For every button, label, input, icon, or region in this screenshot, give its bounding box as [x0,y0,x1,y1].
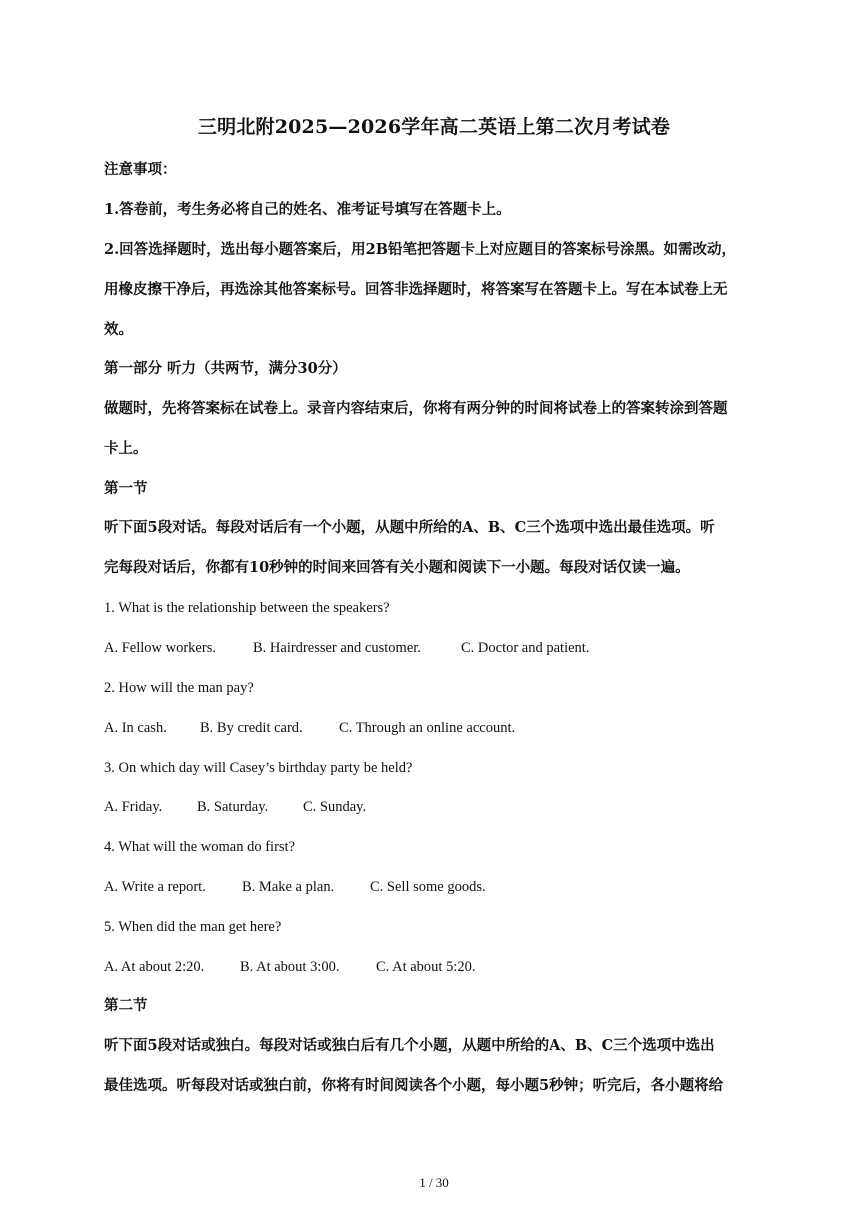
question-2-option-a: A. In cash. [104,720,167,736]
question-1-option-a: A. Fellow workers. [104,640,216,656]
part1-heading: 第一部分 听力（共两节，满分30分） [104,360,347,377]
section2-heading: 第二节 [104,997,148,1014]
part1-intro-line-1: 做题时，先将答案标在试卷上。录音内容结束后，你将有两分钟的时间将试卷上的答案转涂到答题 [104,400,728,417]
question-5-option-c: C. At about 5:20. [376,959,476,975]
section2-intro-line-2: 最佳选项。听每段对话或独白前，你将有时间阅读各个小题，每小题5秒钟；听完后，各小题将给 [104,1077,724,1094]
part1-intro-line-2: 卡上。 [104,440,148,457]
notice-item-1: 1.答卷前，考生务必将自己的姓名、准考证号填写在答题卡上。 [104,201,511,218]
notice-item-2-line-3: 效。 [104,321,133,338]
question-4-option-c: C. Sell some goods. [370,879,486,895]
question-5-option-a: A. At about 2:20. [104,959,205,975]
page-number: 1 / 30 [419,1175,449,1190]
question-2-options [104,718,768,738]
question-1-option-c: C. Doctor and patient. [461,640,590,656]
question-4-option-b: B. Make a plan. [242,879,335,895]
notice-heading: 注意事项： [104,161,177,178]
section2-intro-line-1: 听下面5段对话或独白。每段对话或独白后有几个小题，从题中所给的A、B、C三个选项中选出 [104,1037,715,1054]
question-2-option-c: C. Through an online account. [339,720,516,736]
question-1-options [104,638,768,658]
question-3-option-a: A. Friday. [104,799,163,815]
question-4-option-a: A. Write a report. [104,879,206,895]
notice-item-2-line-2: 用橡皮擦干净后，再选涂其他答案标号。回答非选择题时，将答案写在答题卡上。写在本试卷上无 [104,281,728,298]
question-2-stem: 2. How will the man pay? [104,680,254,696]
question-3-stem: 3. On which day will Casey’s birthday party be held? [104,760,413,776]
question-1-option-b: B. Hairdresser and customer. [253,640,421,656]
section1-intro-line-2: 完每段对话后，你都有10秒钟的时间来回答有关小题和阅读下一小题。每段对话仅读一遍。 [104,559,690,576]
question-5-options [104,957,768,977]
question-5-option-b: B. At about 3:00. [240,959,340,975]
question-4-stem: 4. What will the woman do first? [104,839,296,855]
question-2-option-b: B. By credit card. [200,720,303,736]
section1-intro-line-1: 听下面5段对话。每段对话后有一个小题，从题中所给的A、B、C三个选项中选出最佳选项。听 [104,519,715,536]
question-3-option-b: B. Saturday. [197,799,269,815]
question-3-options [104,797,768,817]
question-5-stem: 5. When did the man get here? [104,919,282,935]
exam-title: 三明北附2025—2026学年高二英语上第二次月考试卷 [197,116,671,138]
question-1-stem: 1. What is the relationship between the speakers? [104,600,390,616]
question-3-option-c: C. Sunday. [303,799,367,815]
question-4-options [104,877,768,897]
section1-heading: 第一节 [104,480,148,497]
notice-item-2-line-1: 2.回答选择题时，选出每小题答案后，用2B铅笔把答题卡上对应题目的答案标号涂黑。如需改动， [104,241,736,258]
